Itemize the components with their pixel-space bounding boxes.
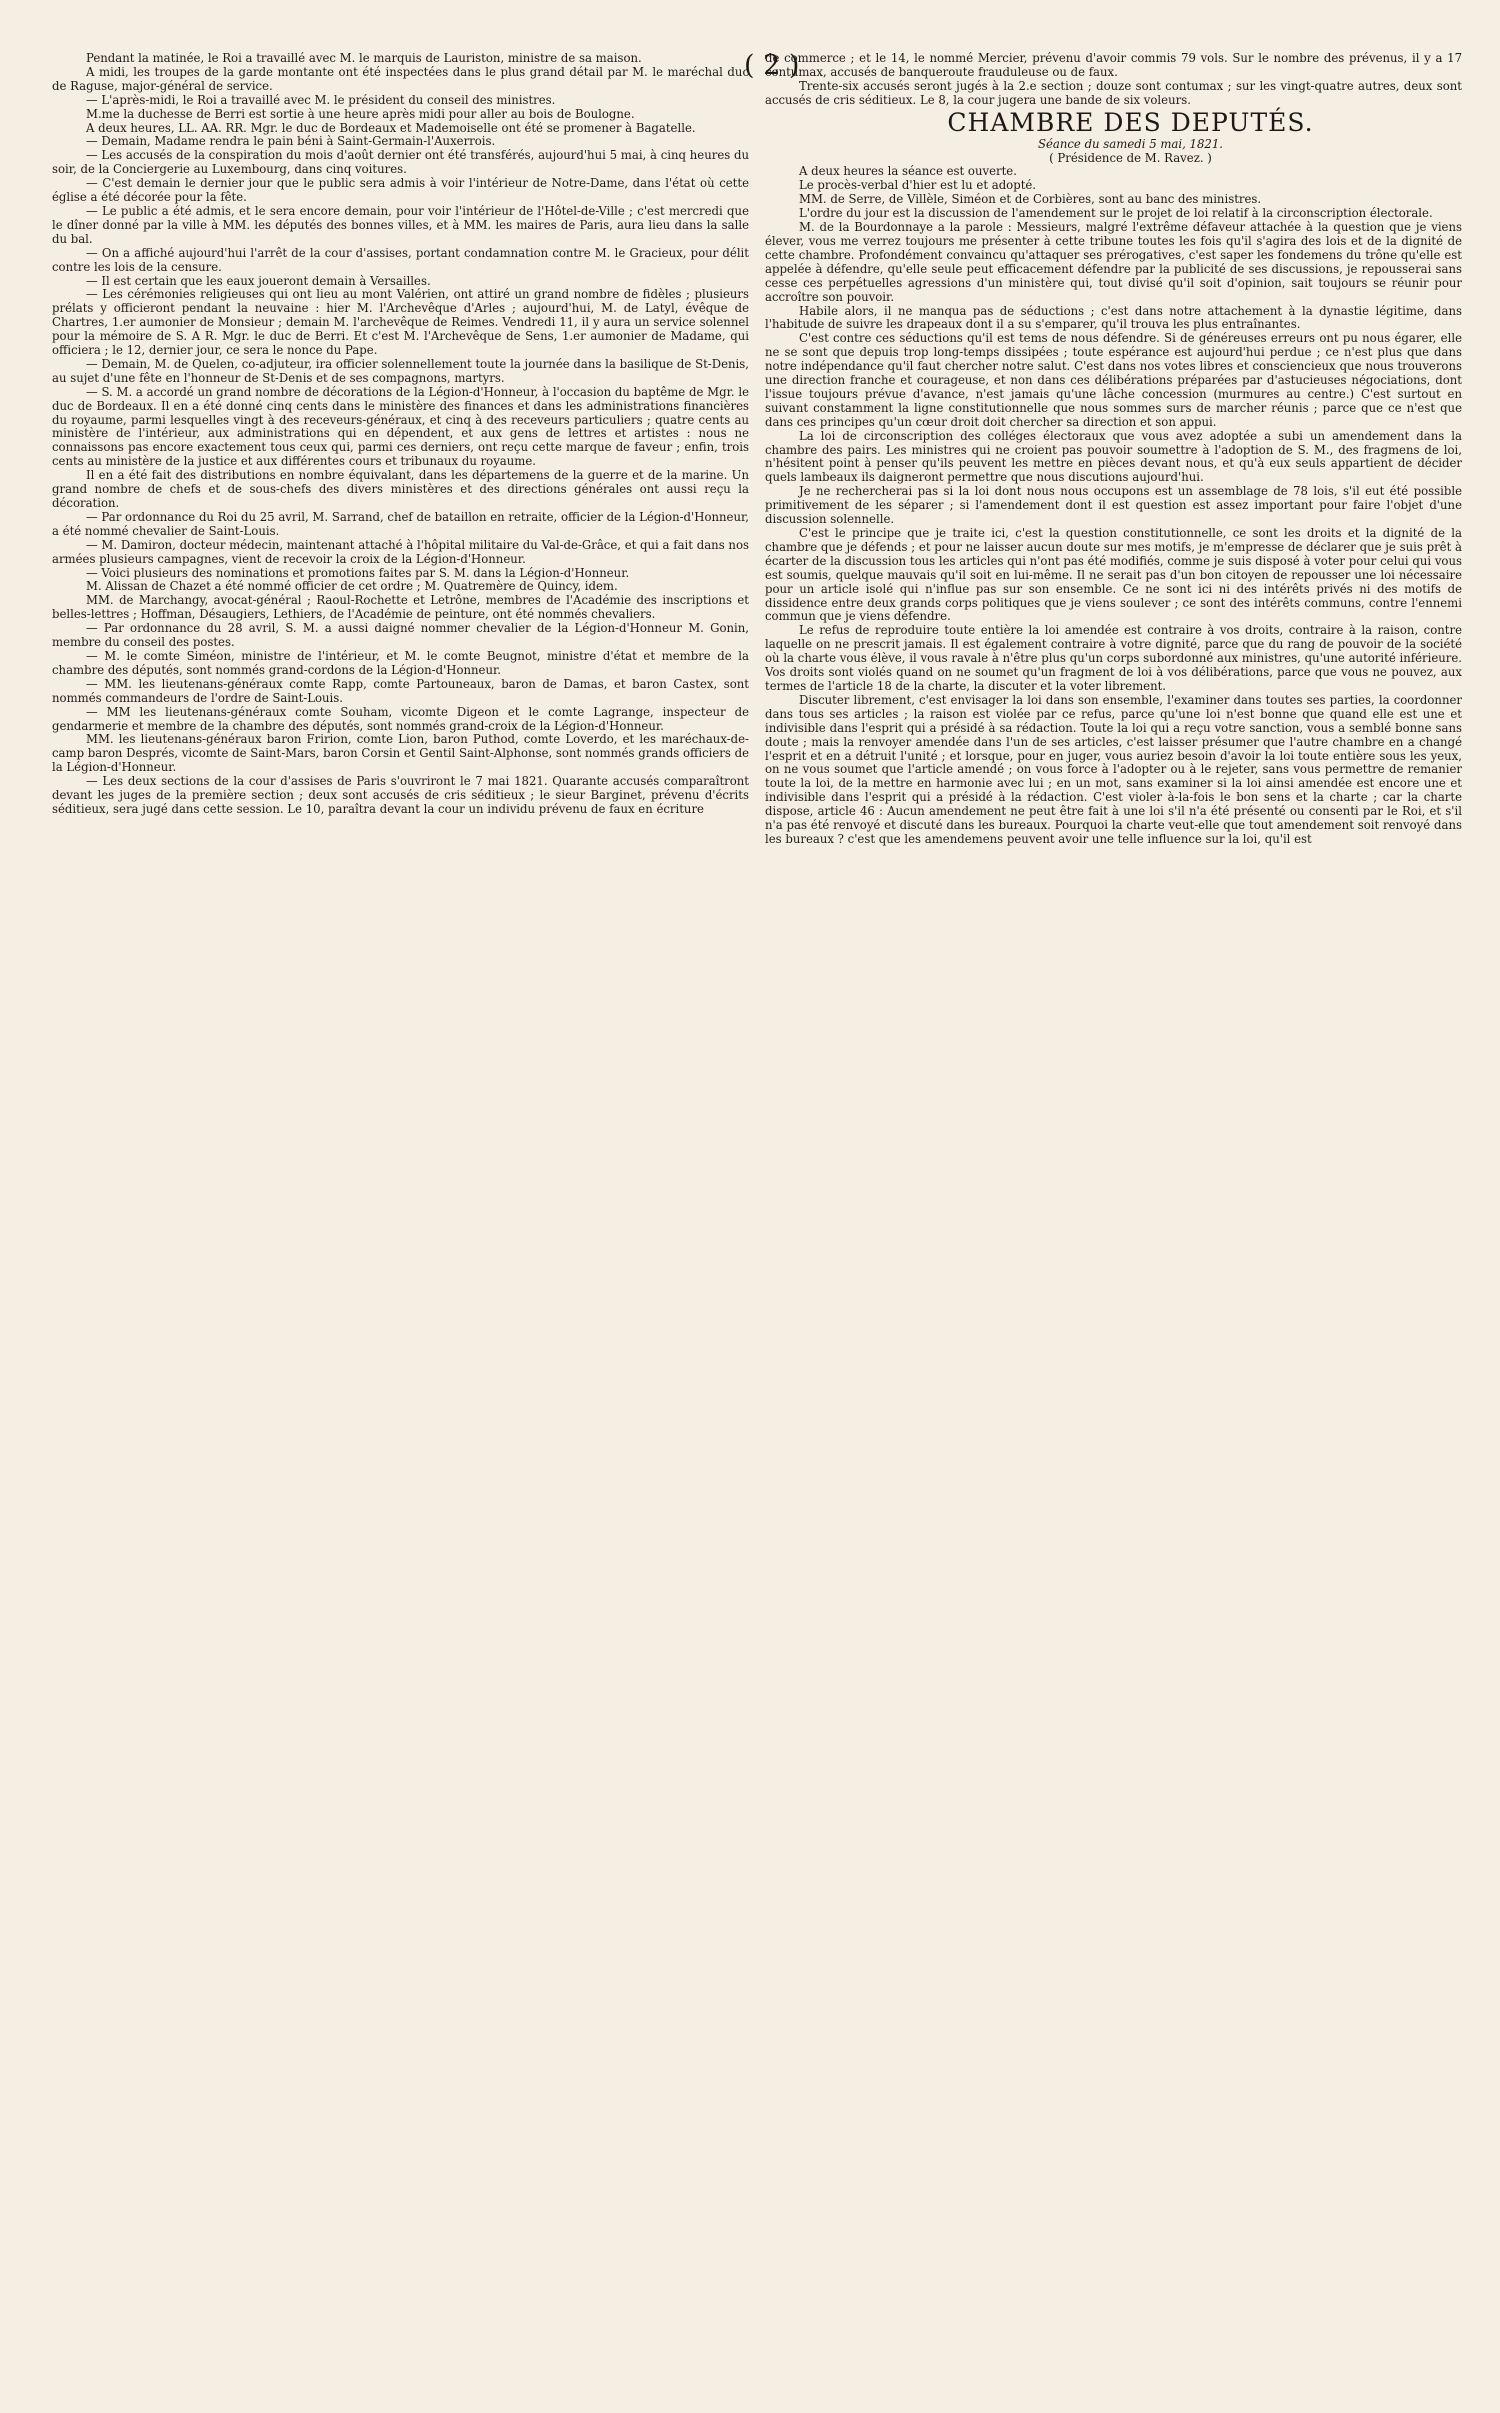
debate-paragraph: Discuter librement, c'est envisager la loi dans son ensemble, l'examiner dans toutes ses parties, la coordonner dans tous ses articles ; la raison est violée par ce refus, parce qu'une loi n'est bonne que quand elle est une et indivisible dans l'esprit qui a présidé à sa rédaction. Toute la loi qui a reçu votre sanction, vous a semblé bonne sans doute ; mais la renvoyer amendée dans l'un de ses articles, c'est laisser présumer que l'autre chambre en a changé l'esprit et en a détruit l'unité ; et lorsque, pour en juger, vous auriez besoin d'avoir la loi toute entière sous les yeux, on ne vous soumet que l'article amendé ; on vous force à l'adopter ou à le rejeter, sans vous permettre de remanier toute la loi, de la mettre en harmonie avec lui ; en un mot, sans examiner si la loi ainsi amendée est encore une et indivisible dans l'esprit qui a présidé à la rédaction. C'est violer à-la-fois le bon sens et la charte ; car la charte dispose, article 46 : Aucun amendement ne peut être fait à une loi s'il n'a été présenté ou consenti par le Roi, et s'il n'a pas été renvoyé et discuté dans les bureaux. Pourquoi la charte veut-elle que tout amendement soit renvoyé dans les bureaux ? c'est que les amendemens peuvent avoir une telle influence sur la loi, qu'il est: [765, 692, 1462, 846]
news-paragraph: Il en a été fait des distributions en nombre équivalant, dans les départemens de la guerre et de la marine. Un grand nombre de chefs et de sous-chefs des divers ministères et des directions générales ont aussi reçu la décoration.: [52, 468, 749, 510]
news-paragraph: — L'après-midi, le Roi a travaillé avec M. le président du conseil des ministres.: [86, 92, 556, 107]
session-date: Séance du samedi 5 mai, 1821.: [1037, 136, 1224, 151]
news-paragraph: — M. Damiron, docteur médecin, maintenant attaché à l'hôpital militaire du Val-de-Grâce, et qui a fait dans nos armées plusieurs campagnes, vient de recevoir la croix de la Légion-d'Honneur.: [52, 537, 749, 566]
debate-paragraph: Le refus de reproduire toute entière la loi amendée est contraire à vos droits, contraire à la raison, contre laquelle on ne prescrit jamais. Il est également contraire à votre dignité, parce que du rang de pouvoir de la société où la charte vous élève, il vous ravale à n'être plus qu'un corps subordonné aux ministres, qu'une autorité inférieure. Vos droits sont violés quand on ne soumet qu'un fragment de loi à vos délibérations, parce que vous ne pouvez, aux termes de l'article 18 de la charte, la discuter et la voter librement.: [765, 623, 1462, 693]
debate-paragraph: Habile alors, il ne manqua pas de séductions ; c'est dans notre attachement à la dynastie légitime, dans l'habitude de suivre les drapeaux dont il a su s'emparer, qu'il trouva les plus entraînantes.: [765, 303, 1462, 332]
news-paragraph: M.me la duchesse de Berri est sortie à une heure après midi pour aller au bois de Boulogne.: [86, 106, 635, 121]
news-paragraph: — On a affiché aujourd'hui l'arrêt de la cour d'assises, portant condamnation contre M. le Gracieux, pour délit contre les lois de la censure.: [52, 245, 749, 274]
debate-paragraph: La loi de circonscription des colléges électoraux que vous avez adoptée a subi un amendement dans la chambre des pairs. Les ministres qui ne croient pas pouvoir soumettre à l'adoption de S. M., des fragmens de loi, n'hésitent point à penser qu'ils peuvent les mettre en pièces devant nous, et qu'à eux seuls appartient de décider quels lambeaux ils daigneront permettre que nous discutions aujourd'hui.: [765, 428, 1462, 485]
news-paragraph: MM. les lieutenans-généraux baron Fririon, comte Lion, baron Puthod, comte Loverdo, et les maréchaux-de-camp baron Després, vicomte de Saint-Mars, baron Corsin et Gentil Saint-Alphonse, sont nommés grands officiers de la Légion-d'Honneur.: [52, 732, 749, 775]
news-paragraph: — Par ordonnance du 28 avril, S. M. a aussi daigné nommer chevalier de la Légion-d'Honneur M. Gonin, membre du conseil des postes.: [52, 621, 749, 650]
chamber-title: CHAMBRE DES DEPUTÉS.: [947, 107, 1314, 137]
news-paragraph: — Les deux sections de la cour d'assises de Paris s'ouvriront le 7 mai 1821. Quarante accusés comparaîtront devant les juges de la première section ; deux sont accusés de cris séditieux ; le sieur Barginet, prévenu d'écrits séditieux, sera jugé dans cette session. Le 10, paraîtra devant la cour un individu prévenu de faux en écriture: [52, 774, 749, 816]
debate-paragraph: A deux heures la séance est ouverte.: [799, 164, 1017, 179]
right-column: [765, 52, 1462, 2401]
debate-paragraph: C'est contre ces séductions qu'il est tems de nous défendre. Si de généreuses erreurs ont pu nous égarer, elle ne se sont que depuis trop long-temps dissipées ; toute espérance est aujourd'hui perdue ; ce n'est plus que dans notre indépendance qu'il faut chercher notre salut. C'est dans nos votes libres et consciencieux que nous trouverons une direction franche et courageuse, et non dans ces délibérations préparées par d'astucieuses négociations, dont l'issue toujours prévue d'avance, n'est jamais qu'une lâche concession (murmures au centre.) C'est surtout en suivant constamment la ligne constitutionnelle que nous sommes surs de marcher réunis ; parce que ce n'est que dans ces principes qu'un cœur droit doit chercher sa direction et son appui.: [765, 331, 1462, 429]
news-paragraph: M. Alissan de Chazet a été nommé officier de cet ordre ; M. Quatremère de Quincy, idem.: [86, 579, 618, 594]
page-number: ( 2 ): [744, 50, 800, 81]
news-paragraph: — MM les lieutenans-généraux comte Souham, vicomte Digeon et le comte Lagrange, inspecteur de gendarmerie et membre de la chambre des députés, sont nommés grand-croix de la Légion-d'Honneur.: [52, 704, 749, 733]
news-paragraph: — Il est certain que les eaux joueront demain à Versailles.: [86, 273, 431, 288]
news-paragraph: — Par ordonnance du Roi du 25 avril, M. Sarrand, chef de bataillon en retraite, officier de la Légion-d'Honneur, a été nommé chevalier de Saint-Louis.: [52, 509, 749, 538]
news-paragraph: — Les accusés de la conspiration du mois d'août dernier ont été transférés, aujourd'hui 5 mai, à cinq heures du soir, de la Conciergerie au Luxembourg, dans cinq voitures.: [52, 148, 749, 177]
news-paragraph: — Les cérémonies religieuses qui ont lieu au mont Valérien, ont attiré un grand nombre de fidèles ; plusieurs prélats y officieront pendant la neuvaine : hier M. l'Archevêque d'Arles ; aujourd'hui, M. de Latyl, évêque de Chartres, 1.er aumonier de Monsieur ; demain M. l'archevêque de Reimes. Vendredi 11, il y aura un service solennel pour la mémoire de S. A R. Mgr. le duc de Berri. Et c'est M. l'Archevêque de Sens, 1.er aumonier de Madame, qui officiera ; le 12, dernier jour, ce sera le nonce du Pape.: [52, 287, 749, 358]
news-paragraph: — Demain, M. de Quelen, co-adjuteur, ira officier solennellement toute la journée dans la basilique de St-Denis, au sujet d'une fête en l'honneur de St-Denis et de ses compagnons, martyrs.: [52, 356, 749, 385]
chamber-proceedings: [765, 165, 1462, 846]
news-paragraph: — S. M. a accordé un grand nombre de décorations de la Légion-d'Honneur, à l'occasion du baptême de Mgr. le duc de Bordeaux. Il en a été donné cinq cents dans le ministère des finances et dans les administrations financières du royaume, parmi lesquelles vingt à des receveurs-généraux, et cinq à des receveurs particuliers ; quatre cents au ministère de l'intérieur, aux administrations qui en dépendent, et aux gens de lettres et artistes : nous ne connaissons pas encore exactement tous ceux qui, parmi ces derniers, ont reçu cette marque de faveur ; enfin, trois cents au ministère de la justice et aux différentes cours et tribunaux du royaume.: [52, 384, 749, 469]
debate-paragraph: C'est le principe que je traite ici, c'est la question constitutionnelle, ce sont les droits et la dignité de la chambre que je défends ; et pour ne laisser aucun doute sur mes motifs, je m'empresse de déclarer que je suis prêt à écarter de la discussion tous les articles qui n'ont pas été modifiés, comme je suis disposé à voter pour celui qui vous est soumis, quelque mauvais qu'il soit en lui-même. Il ne serait pas d'un bon citoyen de repousser une loi nécessaire pour un article isolé qui n'influe pas sur son ensemble. Ce ne sont ici ni des intérêts privés ni des motifs de dissidence entre deux grands corps politiques que je viens soulever ; ce sont des intérêts communs, contre l'ennemi commun que je viens défendre.: [765, 526, 1462, 624]
debate-paragraph: L'ordre du jour est la discussion de l'amendement sur le projet de loi relatif à la circonscription électorale.: [799, 206, 1433, 221]
court-second-section: Trente-six accusés seront jugés à la 2.e section ; douze sont contumax ; sur les vingt-quatre autres, deux sont accusés de cris séditieux. Le 8, la cour jugera une bande de six voleurs.: [765, 78, 1462, 107]
news-paragraph: A deux heures, LL. AA. RR. Mgr. le duc de Bordeaux et Mademoiselle ont été se promener à Bagatelle.: [86, 120, 696, 135]
news-paragraph: — M. le comte Siméon, ministre de l'intérieur, et M. le comte Beugnot, ministre d'état et membre de la chambre des députés, sont nommés grand-cordons de la Légion-d'Honneur.: [52, 648, 749, 677]
news-paragraph: — Le public a été admis, et le sera encore demain, pour voir l'intérieur de l'Hôtel-de-Ville ; c'est mercredi que le dîner donné par la ville à MM. les députés des bonnes villes, et à MM. les maires de Paris, aura lieu dans la salle du bal.: [52, 203, 749, 246]
debate-paragraph: MM. de Serre, de Villèle, Siméon et de Corbières, sont au banc des ministres.: [799, 192, 1262, 207]
left-column: [52, 52, 749, 2401]
news-paragraph: — Voici plusieurs des nominations et promotions faites par S. M. dans la Légion-d'Honneur.: [86, 565, 630, 580]
news-paragraph: — MM. les lieutenans-généraux comte Rapp, comte Partouneaux, baron de Damas, et baron Castex, sont nommés commandeurs de l'ordre de Saint-Louis.: [52, 676, 749, 705]
news-paragraph: Pendant la matinée, le Roi a travaillé avec M. le marquis de Lauriston, ministre de sa maison.: [86, 52, 642, 65]
news-paragraph: A midi, les troupes de la garde montante ont été inspectées dans le plus grand détail par M. le maréchal duc de Raguse, major-général de service.: [52, 64, 749, 93]
news-paragraph: — Demain, Madame rendra le pain béni à Saint-Germain-l'Auxerrois.: [86, 134, 496, 149]
court-continuation: de commerce ; et le 14, le nommé Mercier, prévenu d'avoir commis 79 vols. Sur le nombre des prévenus, il y a 17 contumax, accusés de banqueroute frauduleuse ou de faux.: [765, 52, 1462, 79]
news-paragraph: MM. de Marchangy, avocat-général ; Raoul-Rochette et Letrône, membres de l'Académie des inscriptions et belles-lettres ; Hoffman, Désaugiers, Lethiers, de l'Académie de peinture, ont été nommés chevaliers.: [52, 593, 749, 622]
columns: [52, 52, 1478, 2403]
news-paragraph: — C'est demain le dernier jour que le public sera admis à voir l'intérieur de Notre-Dame, dans l'état où cette église a été décorée pour la fête.: [52, 176, 749, 205]
debate-paragraph: Je ne rechercherai pas si la loi dont nous nous occupons est un assemblage de 78 lois, s'il eut été possible primitivement de les séparer ; si l'amendement dont il est question est assez important pour faire l'objet d'une discussion solennelle.: [765, 484, 1462, 527]
presidence: ( Présidence de M. Ravez. ): [1049, 150, 1212, 165]
debate-paragraph: Le procès-verbal d'hier est lu et adopté.: [799, 178, 1037, 193]
debate-paragraph: M. de la Bourdonnaye a la parole : Messieurs, malgré l'extrême défaveur attachée à la question que je viens élever, vous me verrez toujours me présenter à cette tribune toutes les fois qu'il s'agira des lois et de la dignité de cette chambre. Profondément convaincu qu'attaquer ses prérogatives, c'est saper les fondemens du trône qu'elle est appelée à défendre, qu'elle seule peut efficacement défendre par la publicité de ses discussions, je repousserai sans cesse ces perpétuelles agressions d'un ministère qui, tout divisé qu'il soit d'opinion, sait toujours se réunir pour accroître son pouvoir.: [765, 220, 1462, 304]
